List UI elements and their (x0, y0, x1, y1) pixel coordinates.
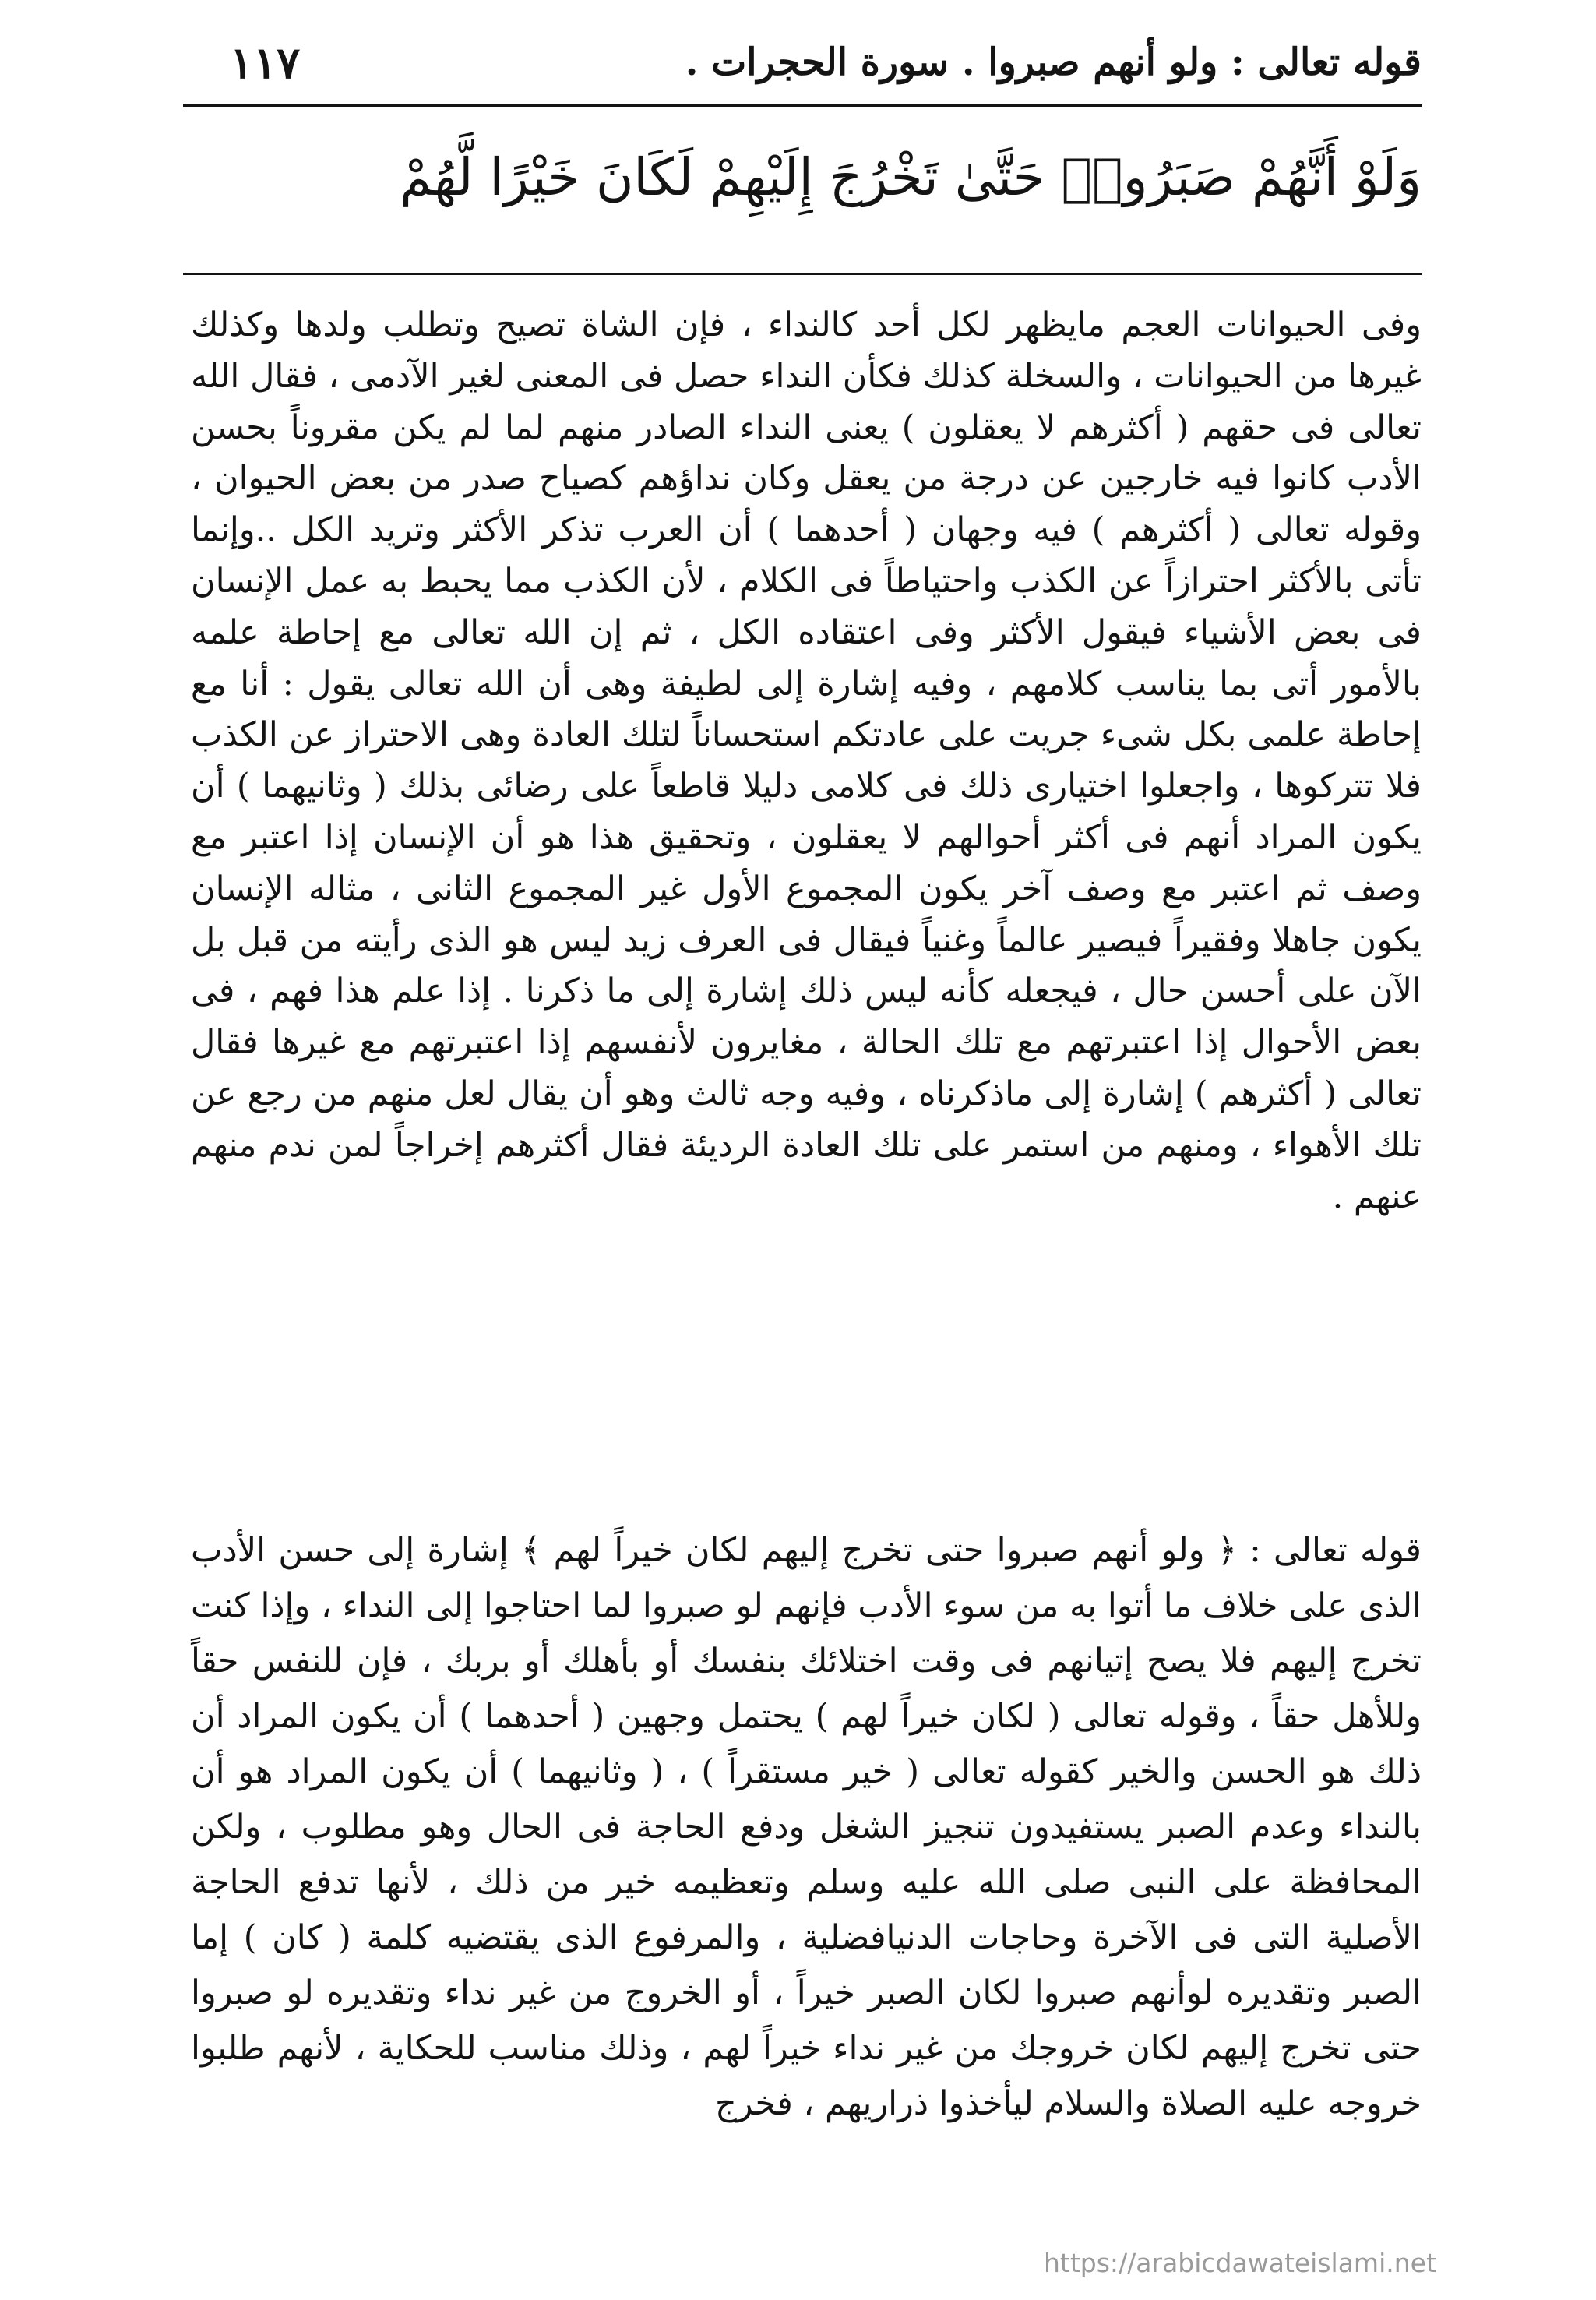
page-header (183, 23, 1422, 101)
verse-divider (183, 273, 1422, 275)
quran-verse: وَلَوْ أَنَّهُمْ صَبَرُوا۟ حَتَّىٰ تَخْرُجَ إِلَيْهِمْ لَكَانَ خَيْرًا لَّهُمْ (400, 147, 1422, 207)
watermark-url: https://arabicdawateislami.net (1044, 2248, 1436, 2278)
running-title: قوله تعالى : ولو أنهم صبروا . سورة الحجرات . (685, 41, 1422, 84)
body-paragraph-1: وفى الحيوانات العجم مايظهر لكل أحد كالنداء ، فإن الشاة تصيح وتطلب ولدها وكذلك غيرها من الحيوانات ، والسخلة كذلك فكأن النداء حصل فى المعنى لغير الآدمى ، فقال الله تعالى فى حقهم ( أكثرهم لا يعقلون ) يعنى النداء الصادر منهم لما لم يكن مقروناً بحسن الأدب كانوا فيه خارجين عن درجة من يعقل وكان نداؤهم كصياح صدر من بعض الحيوان ، وقوله تعالى ( أكثرهم ) فيه وجهان ( أحدهما ) أن العرب تذكر الأكثر وتريد الكل ..وإنما تأتى بالأكثر احترازاً عن الكذب واحتياطاً فى الكلام ، لأن الكذب مما يحبط به عمل الإنسان فى بعض الأشياء فيقول الأكثر وفى اعتقاده الكل ، ثم إن الله تعالى مع إحاطة علمه بالأمور أتى بما يناسب كلامهم ، وفيه إشارة إلى لطيفة وهى أن الله تعالى يقول : أنا مع إحاطة علمى بكل شىء جريت على عادتكم استحساناً لتلك العادة وهى الاحتراز عن الكذب فلا تتركوها ، واجعلوا اختيارى ذلك فى كلامى دليلا قاطعاً على رضائى بذلك ( وثانيهما ) أن يكون المراد أنهم فى أكثر أحوالهم لا يعقلون ، وتحقيق هذا هو أن الإنسان إذا اعتبر مع وصف ثم اعتبر مع وصف آخر يكون المجموع الأول غير المجموع الثانى ، مثاله الإنسان يكون جاهلا وفقيراً فيصير عالماً وغنياً فيقال فى العرف زيد ليس هو الذى رأيته من قبل بل الآن على أحسن حال ، فيجعله كأنه ليس ذلك إشارة إلى ما ذكرنا . إذا علم هذا فهم ، فى بعض الأحوال إذا اعتبرتهم مع تلك الحالة ، مغايرون لأنفسهم إذا اعتبرتهم مع غيرها فقال تعالى ( أكثرهم ) إشارة إلى ماذكرناه ، وفيه وجه ثالث وهو أن يقال لعل منهم من رجع عن تلك الأهواء ، ومنهم من استمر على تلك العادة الرديئة فقال أكثرهم إخراجاً لمن ندم منهم عنهم . (191, 305, 1422, 1216)
body-paragraph-2: قوله تعالى : ﴿ ولو أنهم صبروا حتى تخرج إليهم لكان خيراً لهم ﴾ إشارة إلى حسن الأدب الذى على خلاف ما أتوا به من سوء الأدب فإنهم لو صبروا لما احتاجوا إلى النداء ، وإذا كنت تخرج إليهم فلا يصح إتيانهم فى وقت اختلائك بنفسك أو بأهلك أو بربك ، فإن للنفس حقاً وللأهل حقاً ، وقوله تعالى ( لكان خيراً لهم ) يحتمل وجهين ( أحدهما ) أن يكون المراد أن ذلك هو الحسن والخير كقوله تعالى ( خير مستقراً ) ، ( وثانيهما ) أن يكون المراد هو أن بالنداء وعدم الصبر يستفيدون تنجيز الشغل ودفع الحاجة فى الحال وهو مطلوب ، ولكن المحافظة على النبى صلى الله عليه وسلم وتعظيمه خير من ذلك ، لأنها تدفع الحاجة الأصلية التى فى الآخرة وحاجات الدنيافضلية ، والمرفوع الذى يقتضيه كلمة ( كان ) إما الصبر وتقديره لوأنهم صبروا لكان الصبر خيراً ، أو الخروج من غير نداء وتقديره لو صبروا حتى تخرج إليهم لكان خروجك من غير نداء خيراً لهم ، وذلك مناسب للحكاية ، لأنهم طلبوا خروجه عليه الصلاة والسلام ليأخذوا ذراريهم ، فخرج (191, 1531, 1422, 2123)
header-rule (183, 104, 1422, 107)
page-number: ١١٧ (230, 37, 301, 89)
